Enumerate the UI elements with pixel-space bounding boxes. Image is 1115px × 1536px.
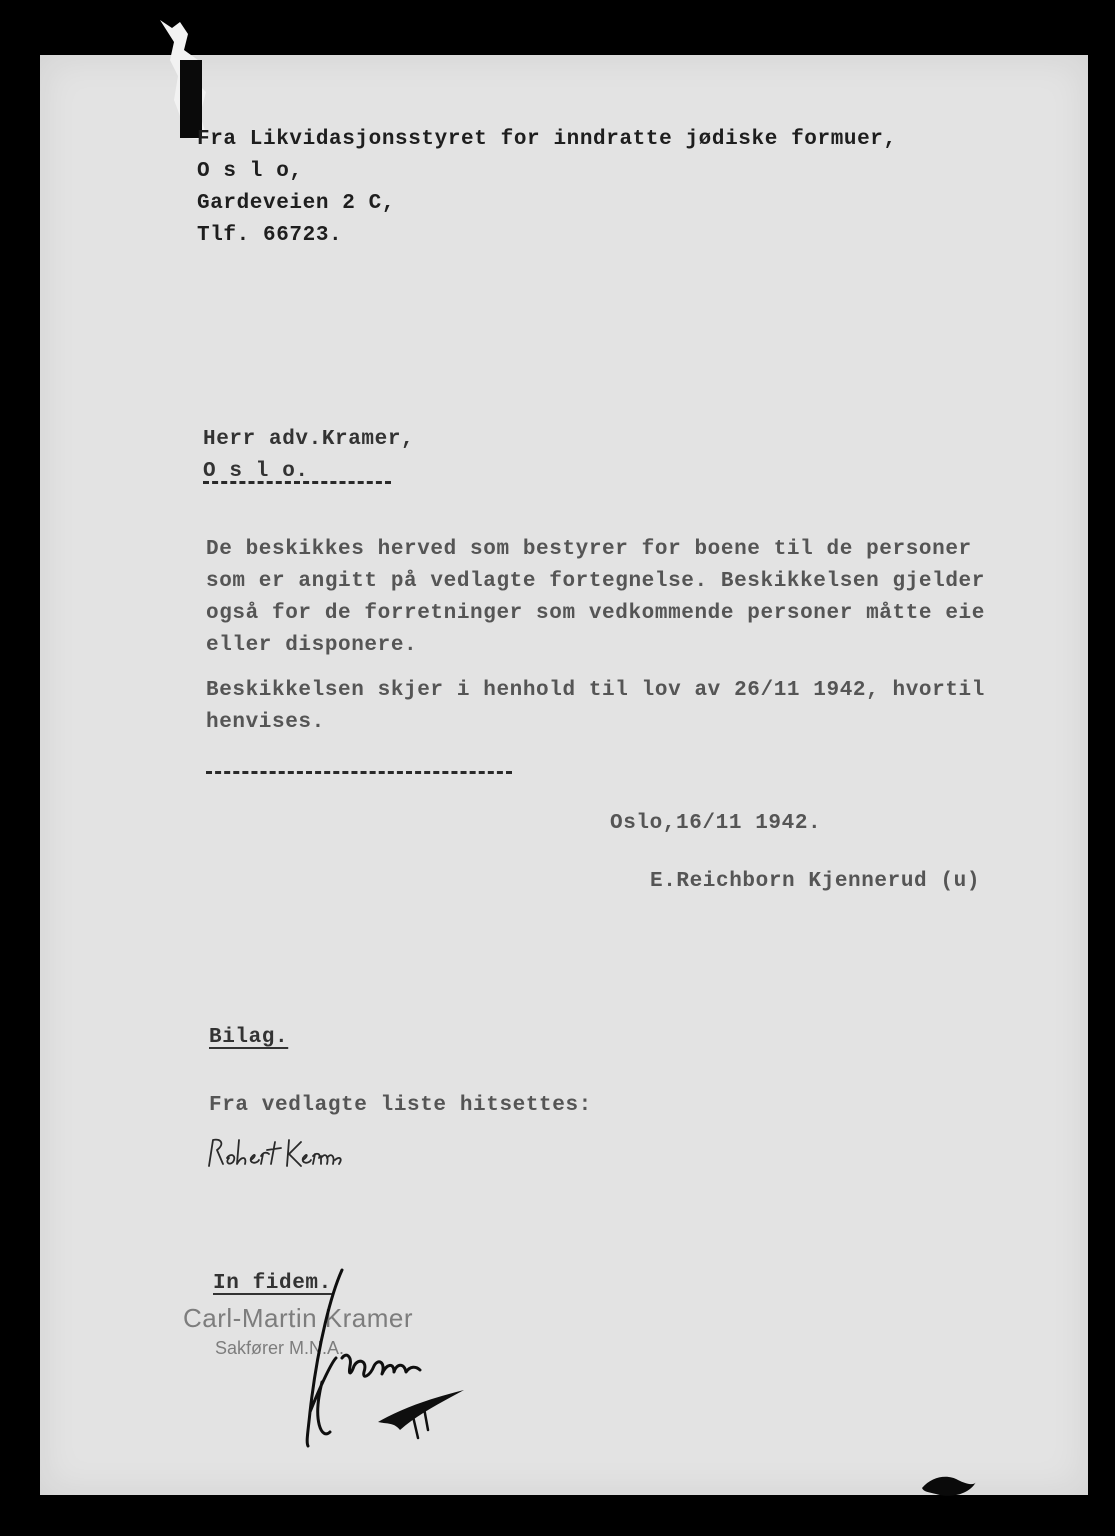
body-paragraph1-line1: De beskikkes herved som bestyrer for boene til de personer — [206, 538, 972, 561]
attachment-intro: Fra vedlagte liste hitsettes: — [209, 1094, 592, 1117]
sender-address: Gardeveien 2 C, — [197, 192, 396, 215]
recipient-underline — [203, 481, 391, 484]
handwritten-signature-kramer — [282, 1262, 472, 1452]
ink-blot-mark — [918, 1470, 978, 1500]
dateline: Oslo,16/11 1942. — [610, 812, 822, 835]
recipient-name: Herr adv.Kramer, — [203, 428, 415, 451]
stamp-title: Sakfører M.N.A. — [215, 1338, 345, 1358]
sender-phone: Tlf. 66723. — [197, 224, 343, 247]
body-paragraph1-line2: som er angitt på vedlagte fortegnelse. Beskikkelsen gjelder — [206, 570, 985, 593]
separator-line — [206, 771, 512, 774]
stamp-name: Carl-Martin Kramer — [183, 1303, 414, 1333]
handwritten-name-robert-kerman — [205, 1134, 345, 1174]
torn-corner-mark — [150, 20, 220, 140]
sender-organization: Fra Likvidasjonsstyret for inndratte jødiske formuer, — [197, 128, 897, 151]
body-paragraph1-line3: også for de forretninger som vedkommende personer måtte eie — [206, 602, 985, 625]
document-page — [40, 55, 1088, 1495]
recipient-city: O s l o. — [203, 460, 309, 483]
body-paragraph2-line1: Beskikkelsen skjer i henhold til lov av 26/11 1942, hvortil — [206, 679, 985, 702]
signatory: E.Reichborn Kjennerud (u) — [650, 870, 981, 893]
attachment-heading: Bilag. — [209, 1026, 289, 1049]
body-paragraph1-line4: eller disponere. — [206, 634, 418, 657]
certification-label: In fidem. — [213, 1272, 332, 1295]
sender-city: O s l o, — [197, 160, 303, 183]
body-paragraph2-line2: henvises. — [206, 711, 325, 734]
